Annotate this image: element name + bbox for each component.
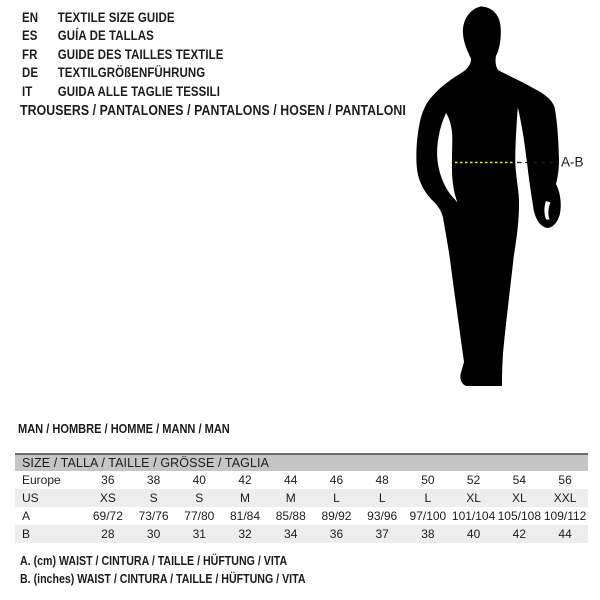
size-cell: 44 (542, 525, 588, 543)
row-label: US (15, 489, 85, 507)
size-cell: 81/84 (230, 509, 261, 523)
language-code: IT (22, 83, 33, 99)
size-cell: 101/104 (451, 509, 496, 523)
size-table-row (15, 489, 588, 507)
size-cell: 97/100 (409, 509, 447, 523)
section-title-man: MAN / HOMBRE / HOMME / MANN / MAN (18, 421, 230, 436)
size-cell: M (268, 489, 314, 507)
language-row (22, 46, 223, 64)
language-row (22, 9, 223, 27)
size-cell: 44 (284, 473, 298, 487)
size-cell: 69/72 (92, 509, 123, 523)
size-table-row (15, 507, 588, 525)
footnote-a: A. (cm) WAIST / CINTURA / TAILLE / HÜFTUNG / VITA (20, 554, 288, 568)
size-cell: 85/88 (275, 509, 306, 523)
size-cell: XXL (542, 489, 588, 507)
language-row (22, 64, 223, 82)
language-list (22, 9, 223, 101)
footnotes (20, 552, 305, 588)
size-cell: 89/92 (321, 509, 352, 523)
row-label: Europe (22, 473, 61, 487)
size-cell: 36 (314, 525, 360, 543)
language-code: EN (22, 10, 39, 25)
size-cell: L (405, 489, 451, 507)
size-cell: 34 (268, 525, 314, 543)
language-label: TEXTILE SIZE GUIDE (57, 10, 175, 25)
size-table-header-row (15, 454, 588, 471)
size-cell: XL (451, 489, 497, 507)
size-table (15, 453, 588, 543)
size-cell: 36 (101, 473, 115, 487)
size-cell: M (222, 489, 268, 507)
category-title: TROUSERS / PANTALONES / PANTALONS / HOSEN / PANTALONI (20, 103, 406, 119)
size-cell: 40 (451, 525, 497, 543)
size-cell: 37 (359, 525, 405, 543)
man-silhouette (416, 7, 560, 387)
language-code: FR (22, 46, 38, 62)
footnote-b: B. (inches) WAIST / CINTURA / TAILLE / HÜFTUNG / VITA (20, 572, 306, 586)
size-cell: 28 (85, 525, 131, 543)
row-label: A (22, 509, 31, 523)
size-cell: 48 (375, 473, 389, 487)
size-cell: L (359, 489, 405, 507)
size-table-header: SIZE / TALLA / TAILLE / GRÖSSE / TAGLIA (15, 454, 588, 471)
size-cell: 109/112 (543, 509, 587, 523)
size-cell: 52 (466, 473, 481, 487)
size-cell: 31 (176, 525, 222, 543)
size-cell: 38 (405, 525, 451, 543)
size-cell: 38 (146, 473, 161, 487)
language-label: GUÍA DE TALLAS (57, 28, 154, 44)
language-label: TEXTILGRÖßENFÜHRUNG (57, 65, 206, 81)
size-cell: 42 (238, 473, 252, 487)
size-cell: 56 (558, 473, 572, 487)
size-cell: 50 (421, 473, 435, 487)
language-row (22, 83, 223, 101)
size-table-body (15, 471, 588, 543)
size-cell: 40 (192, 473, 206, 487)
language-code: DE (22, 65, 39, 81)
size-cell: 77/80 (184, 509, 215, 523)
size-cell: S (131, 489, 177, 507)
size-cell: S (176, 489, 222, 507)
size-cell: 42 (496, 525, 542, 543)
size-cell: 32 (222, 525, 268, 543)
size-cell: 93/96 (367, 509, 398, 523)
man-silhouette-figure (400, 0, 600, 400)
language-code: ES (22, 28, 38, 44)
row-label: B (15, 525, 85, 543)
size-cell: XS (85, 489, 131, 507)
size-cell: XL (496, 489, 542, 507)
size-cell: L (314, 489, 360, 507)
size-cell: 30 (131, 525, 177, 543)
size-table-row (15, 525, 588, 543)
language-label: GUIDE DES TAILLES TEXTILE (57, 46, 224, 62)
language-row (22, 27, 223, 45)
size-cell: 105/108 (497, 509, 542, 523)
size-table-row (15, 471, 588, 489)
size-cell: 46 (329, 473, 344, 487)
size-cell: 54 (512, 473, 526, 487)
measure-label: A-B (561, 154, 584, 170)
size-cell: 73/76 (138, 509, 169, 523)
language-label: GUIDA ALLE TAGLIE TESSILI (57, 83, 221, 99)
